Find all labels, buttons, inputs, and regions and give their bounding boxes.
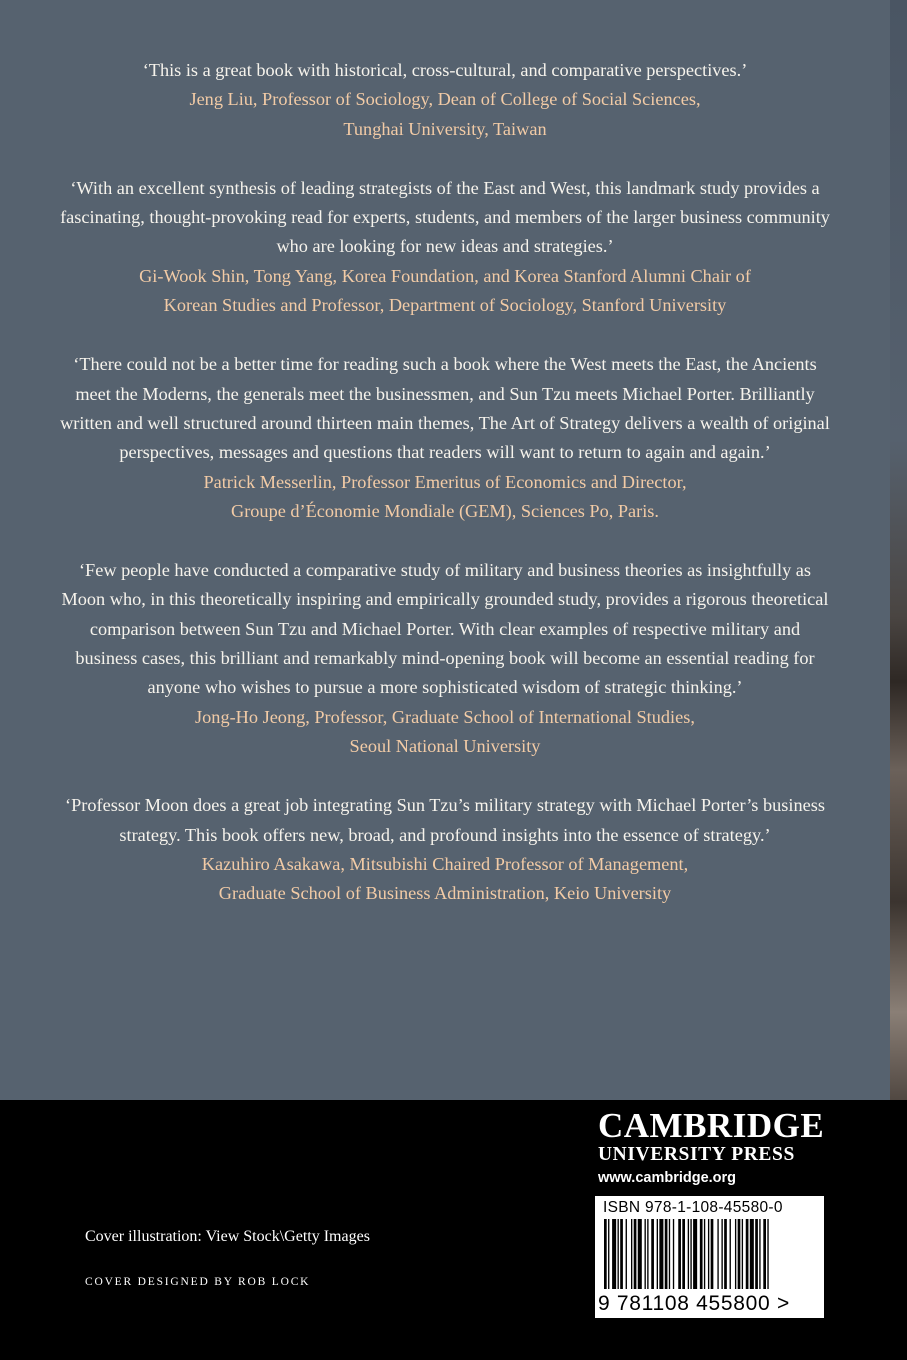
barcode-bar [717,1219,718,1289]
blurb-attribution-line: Jong-Ho Jeong, Professor, Graduate School of International Studies, [195,706,695,727]
barcode-bar [700,1219,703,1289]
blurb [58,174,832,320]
barcode-bar [604,1219,607,1289]
barcode-bar [704,1219,705,1289]
blurb [58,556,832,761]
barcode-bar [759,1219,760,1289]
barcode-bar [742,1219,743,1289]
blurb-attribution-line: Patrick Messerlin, Professor Emeritus of Economics and Director, [203,471,687,492]
publisher-name: CAMBRIDGE [598,1106,825,1145]
isbn-label: ISBN 978-1-108-45580-0 [603,1199,783,1216]
barcode-bar [620,1219,623,1289]
barcode-bar [724,1219,727,1289]
barcode-bar [651,1219,654,1289]
barcode-bar [608,1219,609,1289]
barcode-bar [750,1219,754,1289]
blurb-attribution-line: Graduate School of Business Administration, Keio University [218,883,672,904]
blurb-quote: ‘This is a great book with historical, cross-cultural, and comparative perspectives.’ [142,60,748,80]
cover-credit: Cover illustration: View Stock\Getty Images [85,1228,370,1245]
blurb-quote: ‘With an excellent synthesis of leading strategists of the East and West, this landmark study provides a fascinating, thought-provoking read for experts, students, and members of the larger business community who are looking for new ideas and strategies.’ [60,177,830,257]
publisher-subname: UNIVERSITY PRESS [598,1144,795,1165]
barcode-bar [767,1219,768,1289]
blurb-attribution-line: Kazuhiro Asakawa, Mitsubishi Chaired Professor of Management, [201,853,689,874]
blurb-quote: ‘Few people have conducted a comparative study of military and business theories as insightfully as Moon who, in this theoretically inspiring and empirically grounded study, provides a rigorous theoretical comparison between Sun Tzu and Michael Porter. With clear examples of respective military and business cases, this brilliant and remarkably mind-opening book will become an essential reading for anyone who wishes to pursue a more sophisticated wisdom of strategic thinking.’ [61,560,829,698]
blurb [58,350,832,526]
barcode-bar [647,1219,648,1289]
blurb-list [58,56,832,938]
barcode-bar [721,1219,722,1289]
barcode-bar [678,1219,681,1289]
blurb-attribution-line: Tunghai University, Taiwan [343,118,547,139]
barcode-bar [682,1219,685,1289]
barcode-bar [645,1219,646,1289]
blurb [58,56,832,144]
blurb-attribution-line: Korean Studies and Professor, Department of Sociology, Stanford University [163,295,727,316]
barcode-bar [763,1219,766,1289]
barcode-bar [659,1219,663,1289]
barcode-bar [730,1219,731,1289]
publisher-logo [598,1108,828,1188]
blurb-quote: ‘There could not be a better time for reading such a book where the West meets the East, the Ancients meet the Moderns, the generals meet the businessmen, and Sun Tzu meets Michael Porter. Brilliantly written and well structured around thirteen main themes, The Art of Strategy delivers a wealth of original perspectives, messages and questions that readers will want to return to again and again.’ [60,354,830,463]
blurb-attribution-line: Groupe d’Économie Mondiale (GEM), Sciences Po, Paris. [231,500,659,521]
barcode-bar [711,1219,714,1289]
barcode-bar [612,1219,616,1289]
blurb-quote: ‘Professor Moon does a great job integrating Sun Tzu’s military strategy with Michael Porter’s business strategy. This book offers new, broad, and profound insights into the essence of strategy.’ [65,795,825,845]
barcode-bar [688,1219,689,1289]
barcode-bar [669,1219,670,1289]
barcode-bar [634,1219,637,1289]
barcode-bar [708,1219,709,1289]
barcode-bar [618,1219,619,1289]
barcode-bar [657,1219,658,1289]
barcode-bar [631,1219,632,1289]
blurb-attribution-line: Jeng Liu, Professor of Sociology, Dean of College of Social Sciences, [189,89,701,110]
barcode-bar [638,1219,642,1289]
cover-illustration-edge [890,0,907,1100]
blurb [58,791,832,908]
barcode-bar [673,1219,674,1289]
barcode-bar [665,1219,668,1289]
designer-credit: COVER DESIGNED BY ROB LOCK [85,1276,311,1288]
barcode-bar [690,1219,691,1289]
barcode-number: 9 781108 455800 > [598,1292,790,1315]
barcode-bar [738,1219,741,1289]
isbn-barcode [595,1196,824,1318]
barcode-bar [735,1219,736,1289]
barcode-bar [626,1219,627,1289]
barcode-bar [746,1219,749,1289]
barcode-bar [693,1219,697,1289]
barcode-bars [598,1219,821,1289]
publisher-panel [0,1100,907,1360]
blurb-attribution-line: Gi-Wook Shin, Tong Yang, Korea Foundation, and Korea Stanford Alumni Chair of [139,265,751,286]
barcode-bar [755,1219,758,1289]
publisher-url: www.cambridge.org [598,1170,737,1186]
blurb-attribution-line: Seoul National University [349,735,541,756]
